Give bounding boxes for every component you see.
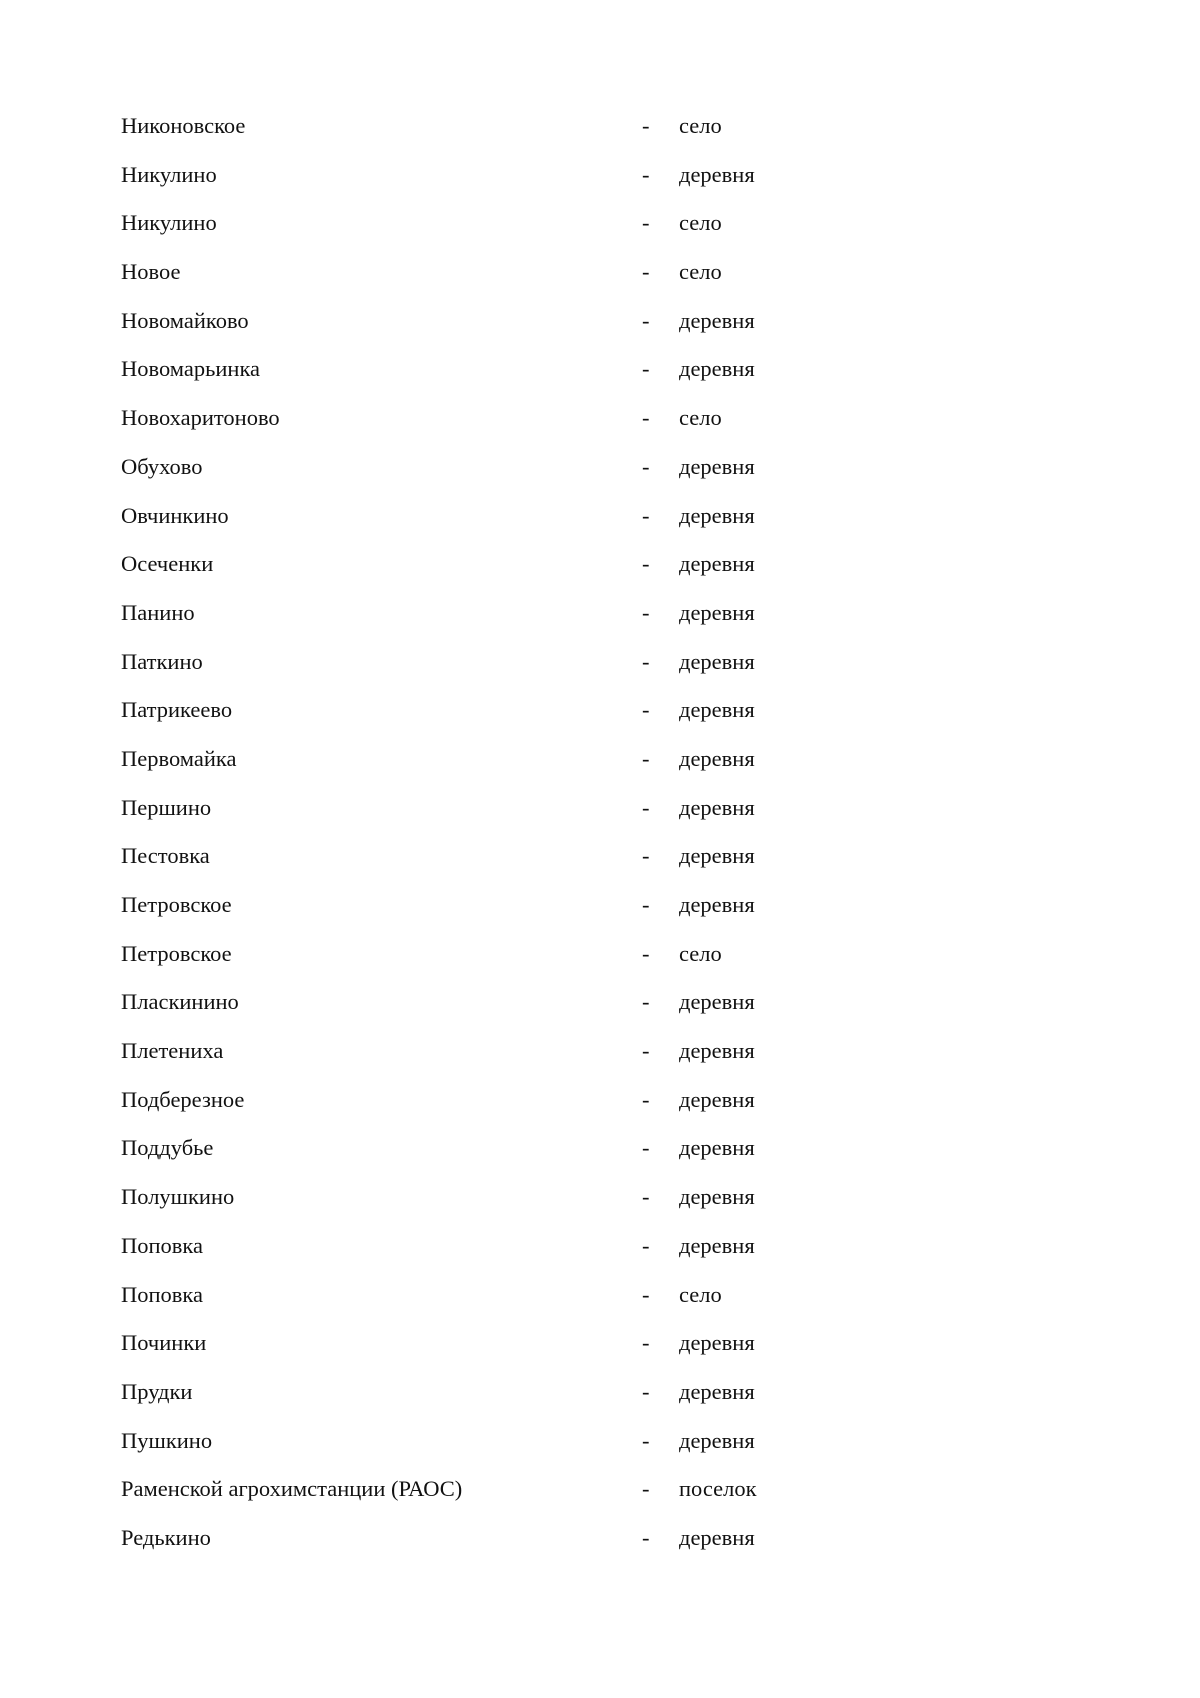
separator-dash: - (642, 1135, 650, 1161)
settlement-row (121, 492, 1021, 541)
settlement-type: деревня (679, 356, 755, 382)
separator-dash: - (642, 259, 650, 285)
settlement-name: Подберезное (121, 1086, 245, 1112)
settlement-row (121, 394, 1021, 443)
settlement-name: Овчинкино (121, 502, 229, 528)
settlement-row (121, 248, 1021, 297)
settlement-name: Редькино (121, 1524, 211, 1550)
settlement-type: деревня (679, 989, 755, 1015)
separator-dash: - (642, 794, 650, 820)
settlement-type: деревня (679, 1427, 755, 1453)
separator-dash: - (642, 1038, 650, 1064)
separator-dash: - (642, 843, 650, 869)
separator-dash: - (642, 648, 650, 674)
settlement-name: Поповка (121, 1232, 203, 1258)
settlement-type: деревня (679, 453, 755, 479)
settlement-name: Пестовка (121, 843, 210, 869)
settlement-row (121, 1319, 1021, 1368)
settlement-row (121, 1076, 1021, 1125)
settlement-name: Поддубье (121, 1135, 214, 1161)
settlement-row (121, 881, 1021, 930)
settlement-name: Никоновское (121, 113, 246, 138)
separator-dash: - (642, 892, 650, 917)
settlement-name: Первомайка (121, 745, 237, 771)
separator-dash: - (642, 1524, 650, 1550)
separator-dash: - (642, 307, 650, 333)
settlement-row (121, 1173, 1021, 1222)
separator-dash: - (642, 1330, 650, 1356)
separator-dash: - (642, 940, 650, 966)
settlement-name: Першино (121, 794, 212, 820)
settlement-name: Пушкино (121, 1427, 213, 1453)
settlement-name: Новомарьинка (121, 356, 261, 382)
settlement-type: село (679, 1281, 722, 1307)
settlement-type: деревня (679, 307, 755, 333)
settlement-type: деревня (679, 1038, 755, 1064)
settlement-name: Новомайково (121, 307, 249, 333)
separator-dash: - (642, 1184, 650, 1210)
settlement-name: Панино (121, 599, 195, 625)
settlement-row (121, 151, 1021, 200)
separator-dash: - (642, 1427, 650, 1453)
settlement-type: деревня (679, 745, 755, 771)
separator-dash: - (642, 697, 650, 723)
settlement-row (121, 930, 1021, 979)
settlement-name: Починки (121, 1330, 207, 1356)
settlement-name: Поповка (121, 1281, 203, 1307)
settlement-list (121, 102, 1021, 1563)
settlement-type: деревня (679, 1378, 755, 1404)
settlement-type: деревня (679, 1524, 755, 1550)
settlement-row (121, 735, 1021, 784)
settlement-row (121, 638, 1021, 687)
separator-dash: - (642, 1281, 650, 1307)
settlement-name: Полушкино (121, 1184, 235, 1210)
settlement-row (121, 686, 1021, 735)
separator-dash: - (642, 1232, 650, 1258)
settlement-row (121, 832, 1021, 881)
settlement-type: деревня (679, 551, 755, 577)
settlement-row (121, 978, 1021, 1027)
settlement-name: Плетениха (121, 1038, 224, 1064)
settlement-type: село (679, 113, 722, 138)
settlement-row (121, 1124, 1021, 1173)
settlement-row (121, 1271, 1021, 1320)
settlement-type: деревня (679, 1232, 755, 1258)
separator-dash: - (642, 356, 650, 382)
separator-dash: - (642, 551, 650, 577)
settlement-type: деревня (679, 1086, 755, 1112)
settlement-type: деревня (679, 161, 755, 187)
settlement-type: деревня (679, 1330, 755, 1356)
settlement-type: село (679, 210, 722, 236)
settlement-row (121, 1368, 1021, 1417)
settlement-type: деревня (679, 697, 755, 723)
settlement-name: Раменской агрохимстанции (РАОС) (121, 1476, 463, 1502)
settlement-name: Прудки (121, 1378, 193, 1404)
settlement-name: Петровское (121, 940, 232, 966)
separator-dash: - (642, 453, 650, 479)
settlement-name: Новое (121, 259, 181, 285)
settlement-row (121, 1465, 1021, 1514)
settlement-type: поселок (679, 1476, 757, 1502)
settlement-row (121, 297, 1021, 346)
settlement-row (121, 1027, 1021, 1076)
settlement-type: деревня (679, 1135, 755, 1161)
settlement-name: Никулино (121, 210, 217, 236)
settlement-row (121, 345, 1021, 394)
settlement-type: село (679, 940, 722, 966)
settlement-type: село (679, 259, 722, 285)
separator-dash: - (642, 405, 650, 431)
settlement-type: деревня (679, 1184, 755, 1210)
separator-dash: - (642, 210, 650, 236)
separator-dash: - (642, 502, 650, 528)
separator-dash: - (642, 745, 650, 771)
settlement-type: село (679, 405, 722, 431)
settlement-row (121, 102, 1021, 151)
separator-dash: - (642, 113, 650, 138)
settlement-row (121, 443, 1021, 492)
settlement-name: Петровское (121, 892, 232, 917)
settlement-name: Осеченки (121, 551, 214, 577)
settlement-row (121, 540, 1021, 589)
settlement-row (121, 589, 1021, 638)
separator-dash: - (642, 161, 650, 187)
settlement-type: деревня (679, 599, 755, 625)
settlement-type: деревня (679, 648, 755, 674)
settlement-name: Новохаритоново (121, 405, 280, 431)
separator-dash: - (642, 1378, 650, 1404)
settlement-row (121, 1417, 1021, 1466)
settlement-type: деревня (679, 843, 755, 869)
settlement-name: Пласкинино (121, 989, 239, 1015)
settlement-name: Обухово (121, 453, 203, 479)
settlement-type: деревня (679, 502, 755, 528)
settlement-row (121, 1514, 1021, 1563)
settlement-type: деревня (679, 794, 755, 820)
settlement-name: Патрикеево (121, 697, 233, 723)
separator-dash: - (642, 1086, 650, 1112)
settlement-type: деревня (679, 892, 755, 917)
settlement-row (121, 1222, 1021, 1271)
settlement-name: Паткино (121, 648, 203, 674)
settlement-name: Никулино (121, 161, 217, 187)
separator-dash: - (642, 599, 650, 625)
settlement-row (121, 199, 1021, 248)
settlement-row (121, 784, 1021, 833)
separator-dash: - (642, 1476, 650, 1502)
separator-dash: - (642, 989, 650, 1015)
